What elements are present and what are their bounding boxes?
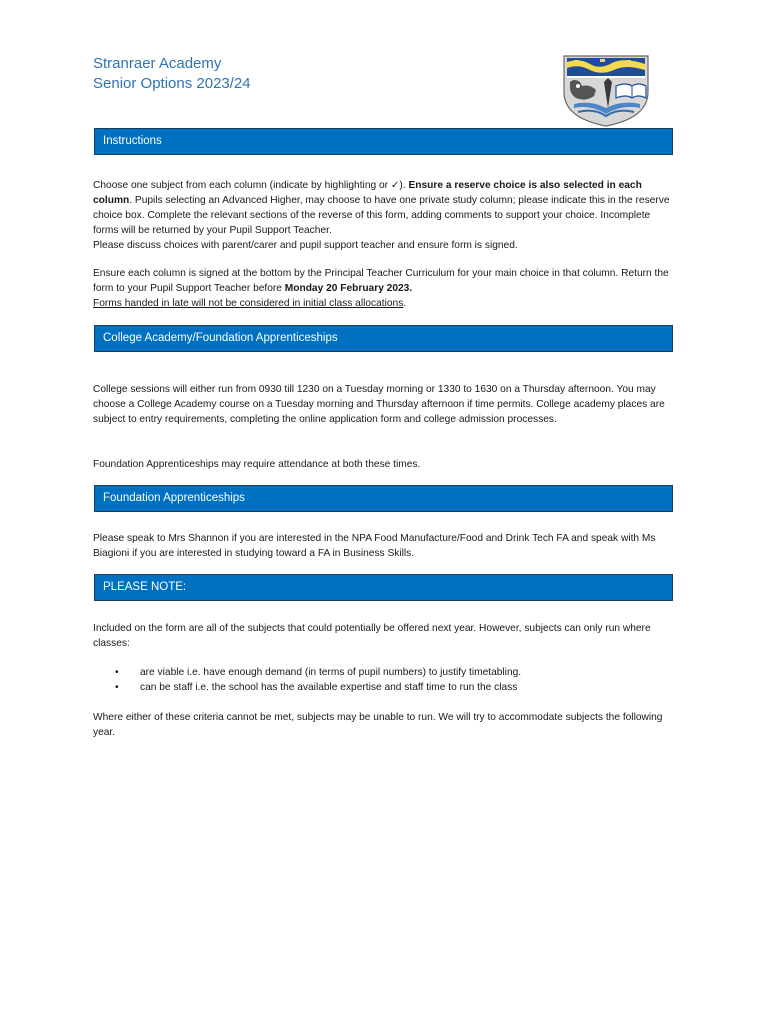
instructions-paragraph-2: Ensure each column is signed at the bottom by the Principal Teacher Curriculum for your main choice in that column. Return the form to your Pupil Support Teacher before Monday 20 February 2023. Forms handed in late will not be considered in initial class allocations. [93,268,669,309]
foundation-heading: Foundation Apprenticeships [94,485,673,512]
note-paragraph-2: Where either of these criteria cannot be met, subjects may be unable to run. We will try to accommodate subjects the following year. [93,712,663,738]
college-paragraph-1: College sessions will either run from 0930 till 1230 on a Tuesday morning or 1330 to 1630 on a Thursday afternoon. You may choose a College Academy course on a Tuesday morning and Thursday afternoon if time permits. College academy places are subject to entry requirements, completing the online application form and college admission processes. [93,384,665,425]
instructions-paragraph-1b: Please discuss choices with parent/carer and pupil support teacher and ensure form is signed. [93,240,518,251]
criteria-list [113,665,673,695]
foundation-paragraph: Please speak to Mrs Shannon if you are interested in the NPA Food Manufacture/Food and Drink Tech FA and speak with Ms Biagioni if you are interested in studying toward a FA in Business Skills. [93,533,656,559]
school-crest-icon [560,52,652,128]
school-name: Stranraer Academy [93,55,222,72]
bullet-icon: • [115,667,119,678]
college-paragraph-2: Foundation Apprenticeships may require attendance at both these times. [93,459,421,470]
checkmark-icon: ✓ [390,180,400,191]
document-title: Senior Options 2023/24 [93,75,251,92]
page-header [93,54,251,94]
instructions-heading: Instructions [94,128,673,155]
note-paragraph-1: Included on the form are all of the subjects that could potentially be offered next year. However, subjects can only run where classes: [93,623,651,649]
college-heading: College Academy/Foundation Apprenticeships [94,325,673,352]
list-item: • are viable i.e. have enough demand (in terms of pupil numbers) to justify timetabling. [115,667,522,678]
instructions-paragraph-1: Choose one subject from each column (indicate by highlighting or ✓). Ensure a reserve choice is also selected in each column. Pupils selecting an Advanced Higher, may choose to have one private study column; please indicate this in the reserve choice box. Complete the relevant sections of the reverse of this form, adding comments to support your choice. Incomplete forms will be returned by your Pupil Support Teacher. Please discuss choices with parent/carer and pupil support teacher and ensure form is signed. [93,178,673,253]
late-forms-notice: Forms handed in late will not be considered in initial class allocations [93,298,404,309]
bullet-icon: • [115,682,119,693]
note-heading: PLEASE NOTE: [94,574,673,601]
list-item: • can be staff i.e. the school has the available expertise and staff time to run the class [115,682,518,693]
